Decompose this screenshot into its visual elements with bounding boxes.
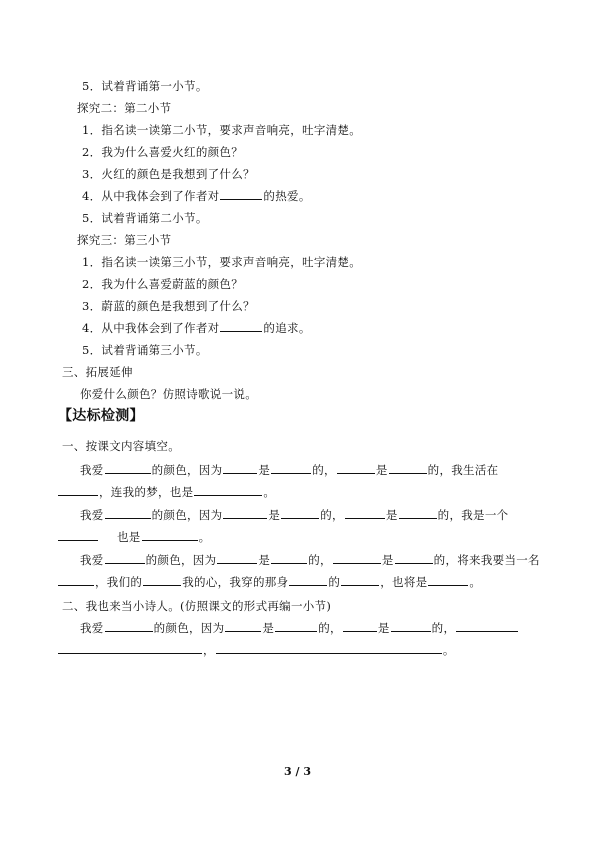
- fill-blank[interactable]: [216, 642, 442, 654]
- fill-blank[interactable]: [281, 507, 319, 519]
- text-segment: 我爱: [80, 508, 104, 522]
- fill-blank[interactable]: [58, 642, 202, 654]
- q1-stanza3-line2: [57, 574, 481, 590]
- fill-blank[interactable]: [341, 574, 379, 586]
- text-segment: 。: [469, 575, 482, 589]
- step-red-think: 3．火红的颜色是我想到了什么？: [82, 167, 255, 181]
- step-recite-2: 5．试着背诵第二小节。: [82, 211, 208, 225]
- q2-line2: [57, 642, 455, 658]
- fill-blank[interactable]: [271, 462, 311, 474]
- text-segment: 。: [198, 530, 211, 544]
- q2-line1: [80, 620, 519, 636]
- step-why-red: 2．我为什么喜爱火红的颜色？: [82, 145, 244, 159]
- text-segment: ，: [203, 643, 215, 657]
- text-segment: 。: [442, 643, 455, 657]
- fill-blank[interactable]: [142, 529, 198, 541]
- text-segment: 是: [377, 621, 390, 635]
- text-segment: ，我们的: [95, 575, 143, 589]
- fill-blank[interactable]: [337, 462, 375, 474]
- text-segment: 的颜色，因为: [153, 621, 225, 635]
- text-segment: 的颜色，因为: [151, 463, 223, 477]
- fill-blank[interactable]: [217, 552, 257, 564]
- fill-blank[interactable]: [289, 574, 327, 586]
- text-segment: 是: [268, 508, 281, 522]
- q1-stanza1-line2: [57, 484, 275, 500]
- text-segment: ，连我的梦，也是: [99, 485, 194, 499]
- extension-question: 你爱什么颜色？仿照诗歌说一说。: [80, 387, 257, 401]
- q1-stanza1-line1: [80, 462, 498, 478]
- fill-blank[interactable]: [105, 507, 151, 519]
- text-segment: 的，: [431, 621, 456, 635]
- text-segment: 的: [328, 575, 341, 589]
- step-read-2: 1．指名读一读第二小节，要求声音响亮，吐字清楚。: [82, 123, 362, 137]
- text-segment: 的热爱。: [263, 189, 311, 203]
- fill-blank[interactable]: [194, 484, 262, 496]
- text-segment: 的，我生活在: [427, 463, 499, 477]
- extension-heading: 三、拓展延伸: [62, 365, 133, 379]
- fill-blank[interactable]: [275, 620, 317, 632]
- text-segment: 我爱: [80, 621, 104, 635]
- fill-blank[interactable]: [58, 484, 98, 496]
- fill-blank[interactable]: [225, 620, 261, 632]
- fill-blank[interactable]: [223, 462, 257, 474]
- text-segment: 是: [262, 621, 275, 635]
- fill-blank[interactable]: [395, 552, 433, 564]
- q1-stanza2-line1: [80, 507, 508, 523]
- fill-blank[interactable]: [345, 507, 385, 519]
- fill-blank[interactable]: [428, 574, 468, 586]
- fill-blank[interactable]: [271, 552, 307, 564]
- text-segment: 的，: [312, 463, 336, 477]
- text-segment: 的，: [318, 621, 342, 635]
- text-segment: 4．从中我体会到了作者对: [82, 321, 220, 335]
- fill-blank[interactable]: [456, 620, 518, 632]
- text-segment: 的颜色，因为: [145, 553, 217, 567]
- text-segment: 。: [263, 485, 276, 499]
- fill-blank[interactable]: [389, 462, 427, 474]
- text-segment: 我爱: [80, 553, 104, 567]
- text-segment: 的颜色，因为: [151, 508, 223, 522]
- fill-blank[interactable]: [223, 507, 267, 519]
- fill-blank[interactable]: [220, 320, 262, 332]
- text-segment: 是: [375, 463, 388, 477]
- q1-title: 一、按课文内容填空。: [62, 439, 180, 453]
- fill-blank[interactable]: [399, 507, 437, 519]
- text-segment: 是: [258, 463, 271, 477]
- text-segment: 是: [385, 508, 398, 522]
- fill-blank[interactable]: [333, 552, 381, 564]
- fill-blank[interactable]: [220, 188, 262, 200]
- fill-blank[interactable]: [105, 462, 151, 474]
- fill-blank[interactable]: [143, 574, 181, 586]
- step-feel-pursuit: [82, 320, 311, 336]
- fill-blank[interactable]: [105, 552, 145, 564]
- step-feel-love: [82, 188, 311, 204]
- q1-stanza3-line1: [80, 552, 540, 568]
- q1-stanza2-line2: [57, 529, 210, 545]
- text-segment: 也是: [117, 530, 141, 544]
- step-recite-3: 5．试着背诵第三小节。: [82, 343, 208, 357]
- step-read-3: 1．指名读一读第三小节，要求声音响亮，吐字清楚。: [82, 255, 362, 269]
- text-segment: 我的心，我穿的那身: [182, 575, 289, 589]
- fill-blank[interactable]: [58, 574, 94, 586]
- fill-blank[interactable]: [58, 529, 98, 541]
- text-segment: 的，: [308, 553, 332, 567]
- explore-three-heading: 探究三：第三小节: [77, 233, 172, 247]
- text-segment: 是: [258, 553, 271, 567]
- text-segment: 4．从中我体会到了作者对: [82, 189, 220, 203]
- fill-blank[interactable]: [391, 620, 431, 632]
- section-title: 【达标检测】: [58, 408, 144, 424]
- step-recite-1: 5．试着背诵第一小节。: [82, 79, 208, 93]
- text-segment: 是: [381, 553, 394, 567]
- step-why-blue: 2．我为什么喜爱蔚蓝的颜色？: [82, 277, 244, 291]
- text-segment: 的追求。: [263, 321, 311, 335]
- text-segment: 的，将来我要当一名: [433, 553, 540, 567]
- text-segment: 的，: [320, 508, 344, 522]
- step-blue-think: 3．蔚蓝的颜色是我想到了什么？: [82, 299, 255, 313]
- q2-title: 二、我也来当小诗人。(仿照课文的形式再编一小节): [62, 599, 332, 613]
- explore-two-heading: 探究二：第二小节: [77, 101, 172, 115]
- text-segment: ，也将是: [380, 575, 428, 589]
- page-number: 3 / 3: [284, 765, 311, 778]
- fill-blank[interactable]: [105, 620, 153, 632]
- text-segment: 我爱: [80, 463, 104, 477]
- text-segment: 的，我是一个: [437, 508, 509, 522]
- fill-blank[interactable]: [343, 620, 377, 632]
